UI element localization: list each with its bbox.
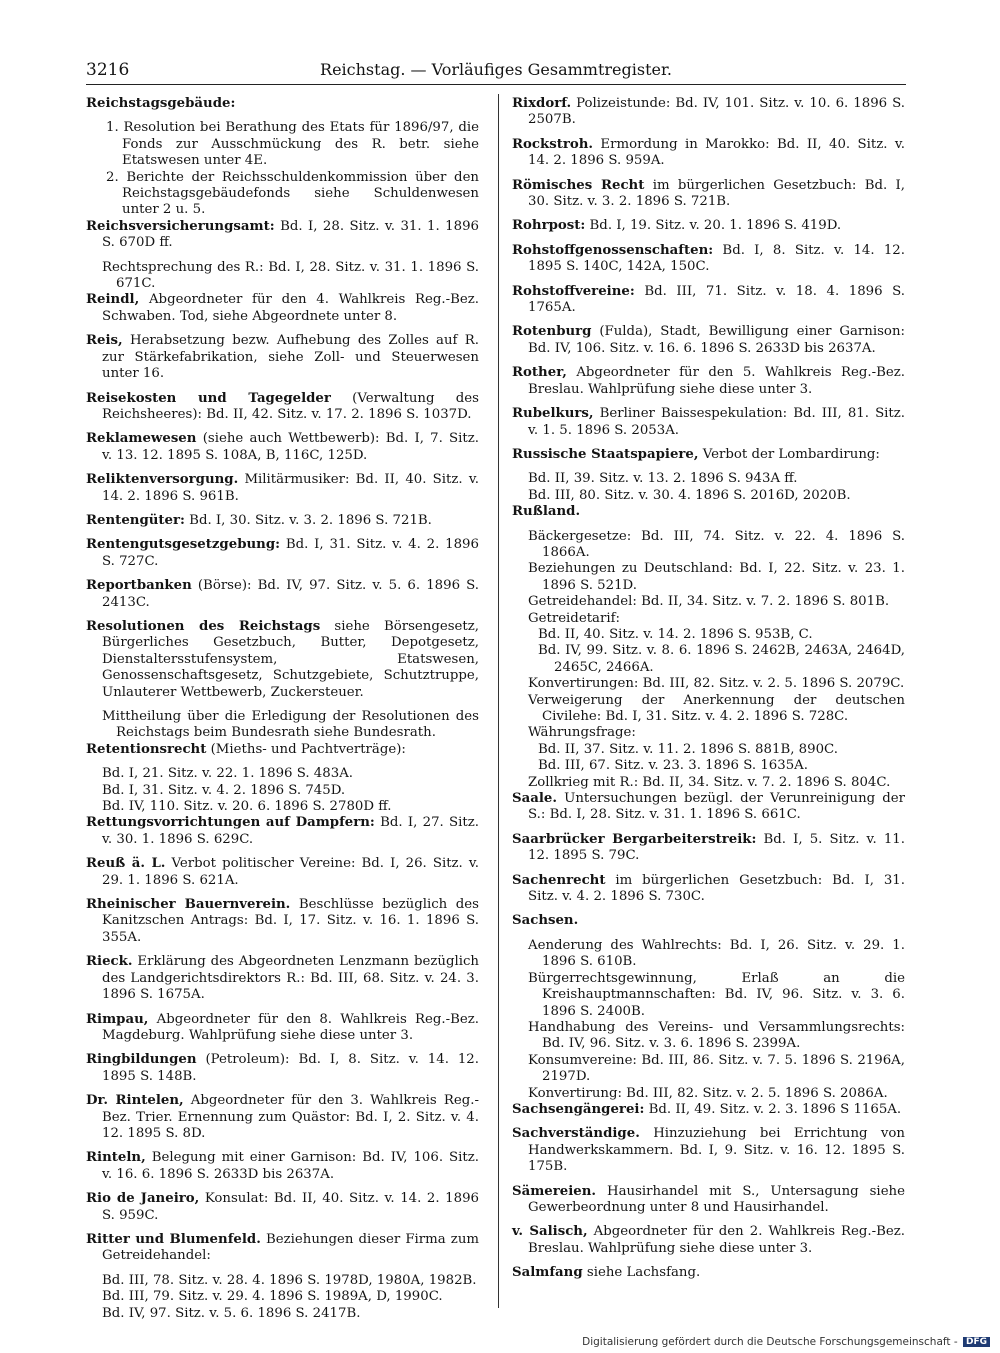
index-entry [86, 537, 479, 570]
entry-term: Rettungsvorrichtungen auf Dampfern: [86, 815, 375, 831]
entry-text: Konsumvereine: Bd. III, 86. Sitz. v. 7. 5. 1896 S. 2196A, 2197D. [528, 1052, 905, 1085]
index-entry [86, 1052, 479, 1085]
index-entry [86, 1232, 479, 1265]
entry-text: Konvertirung: Bd. III, 82. Sitz. v. 2. 5. 1896 S. 2086A. [528, 1085, 888, 1101]
entry-term: Resolutionen des Reichstags [86, 618, 321, 634]
index-entry [86, 431, 479, 464]
entry-term: Dr. Rintelen, [86, 1093, 184, 1109]
entry-text: Belegung mit einer Garnison: Bd. IV, 106. Sitz. v. 16. 6. 1896 S. 2633D bis 2637A. [102, 1150, 479, 1182]
entry-text: Bürgerrechtsgewinnung, Erlaß an die Kreishauptmannschaften: Bd. IV, 96. Sitz. v. 3. 6. 1896 S. 2400B. [528, 970, 905, 1019]
entry-text: Erklärung des Abgeordneten Lenzmann bezüglich des Landgerichtsdirektors R.: Bd. III, 68. Sitz. v. 24. 3. 1896 S. 1675A. [102, 954, 479, 1003]
entry-term: Reuß ä. L. [86, 856, 166, 872]
index-entry [512, 1102, 905, 1118]
entry-term: Russische Staatspapiere, [512, 446, 699, 462]
index-subentry [86, 1306, 479, 1322]
entry-text: Bd. I, 30. Sitz. v. 3. 2. 1896 S. 721B. [189, 512, 432, 528]
index-entry [86, 578, 479, 611]
entry-text: Rechtsprechung des R.: Bd. I, 28. Sitz. v. 31. 1. 1896 S. 671C. [102, 259, 479, 292]
entry-text: Bd. II, 40. Sitz. v. 14. 2. 1896 S. 953B, C. [538, 626, 813, 642]
index-entry [512, 832, 905, 865]
entry-term: Reichstagsgebäude: [86, 96, 236, 111]
entry-text: Beziehungen dieser Firma zum Getreidehandel: [102, 1231, 479, 1264]
entry-text: Bd. II, 39. Sitz. v. 13. 2. 1896 S. 943A ff. [528, 471, 798, 487]
entry-term: Reklamewesen [86, 431, 197, 447]
entry-term: Rio de Janeiro, [86, 1191, 200, 1207]
entry-text: (Petroleum): Bd. I, 8. Sitz. v. 14. 12. 1895 S. 148B. [102, 1052, 479, 1084]
footer-text: Digitalisierung gefördert durch die Deutsche Forschungsgemeinschaft - [582, 1336, 958, 1348]
entry-text: (Fulda), Stadt, Bewilligung einer Garnison: Bd. IV, 106. Sitz. v. 16. 6. 1896 S. 2633D bis 2637A. [528, 324, 905, 356]
entry-text: Abgeordneter für den 4. Wahlkreis Reg.-Bez. Schwaben. Tod, siehe Abgeordnete unter 8. [102, 292, 480, 324]
index-subentry [512, 758, 905, 774]
index-entry [86, 1150, 479, 1183]
entry-text: Bd. I, 8. Sitz. v. 14. 12. 1895 S. 140C, 142A, 150C. [528, 242, 905, 275]
index-subentry [86, 709, 479, 742]
entry-text: siehe Lachsfang. [586, 1265, 701, 1281]
entry-term: Rohstoffvereine: [512, 283, 635, 299]
entry-term: Rentengüter: [86, 512, 185, 528]
index-entry [86, 472, 479, 505]
page-number: 3216 [86, 60, 130, 80]
index-entry [86, 219, 479, 252]
entry-text: Abgeordneter für den 3. Wahlkreis Reg.-Bez. Trier. Ernennung zum Quästor: Bd. I, 2. Sitz. v. 4. 12. 1895 S. 8D. [102, 1093, 479, 1141]
index-entry [512, 218, 905, 234]
entry-text: Verbot der Lombardirung: [702, 446, 880, 462]
index-subentry [512, 1020, 905, 1053]
index-entry [512, 324, 905, 357]
entry-text: Beschlüsse bezüglich des Kanitzschen Antrags: Bd. I, 17. Sitz. v. 16. 1. 1896 S. 355A. [102, 897, 479, 945]
left-column [86, 96, 479, 1322]
entry-term: Reindl, [86, 292, 140, 308]
entry-text: Bd. IV, 99. Sitz. v. 8. 6. 1896 S. 2462B, 2463A, 2464D, 2465C, 2466A. [538, 643, 905, 675]
index-entry [512, 913, 905, 929]
index-subentry [512, 561, 905, 594]
entry-text: Aenderung des Wahlrechts: Bd. I, 26. Sitz. v. 29. 1. 1896 S. 610B. [528, 937, 905, 970]
index-subentry [512, 938, 905, 971]
index-subentry [512, 1053, 905, 1086]
index-entry [512, 1184, 905, 1217]
entry-text: im bürgerlichen Gesetzbuch: Bd. I, 31. Sitz. v. 4. 2. 1896 S. 730C. [528, 872, 905, 905]
index-entry [512, 873, 905, 906]
entry-text: (siehe auch Wettbewerb): Bd. I, 7. Sitz. v. 13. 12. 1895 S. 108A, B, 116C, 125D. [102, 431, 479, 463]
entry-text: Hausirhandel mit S., Untersagung siehe Gewerbeordnung unter 8 und Hausirhandel. [528, 1183, 905, 1215]
entry-text: Mittheilung über die Erledigung der Resolutionen des Reichstags beim Bundesrath siehe Bundesrath. [102, 709, 479, 741]
entry-term: Reichsversicherungsamt: [86, 218, 275, 234]
index-entry [512, 504, 905, 520]
entry-text: Bd. II, 37. Sitz. v. 11. 2. 1896 S. 881B, 890C. [538, 741, 838, 757]
index-entry [86, 1191, 479, 1224]
entry-text: 2. Berichte der Reichsschuldenkommission über den Reichstagsgebäudefonds siehe Schuldenwesen unter 2 u. 5. [106, 169, 479, 218]
index-subentry [512, 627, 905, 643]
entry-text: Bd. IV, 97. Sitz. v. 5. 6. 1896 S. 2417B. [102, 1305, 361, 1321]
entry-term: Rimpau, [86, 1011, 149, 1027]
column-divider [498, 94, 499, 1308]
entry-text: Getreidehandel: Bd. II, 34. Sitz. v. 7. 2. 1896 S. 801B. [528, 594, 890, 610]
entry-term: Rixdorf. [512, 96, 572, 111]
index-entry [86, 1012, 479, 1045]
entry-text: Handhabung des Vereins- und Versammlungsrechts: Bd. IV, 96. Sitz. v. 3. 6. 1896 S. 2399A. [528, 1019, 905, 1052]
entry-text: siehe Börsengesetz, Bürgerliches Gesetzbuch, Butter, Depotgesetz, Dienstaltersstufensystem, Etatswesen, Genossenschaftsgesetz, Schutzgebiete, Schutztruppe, Unlauterer Wettbewerb, Zuckersteuer. [102, 618, 479, 700]
entry-text: Zollkrieg mit R.: Bd. II, 34. Sitz. v. 7. 2. 1896 S. 804C. [528, 774, 891, 790]
index-entry [86, 292, 479, 325]
entry-text: Beziehungen zu Deutschland: Bd. I, 22. Sitz. v. 23. 1. 1896 S. 521D. [528, 561, 905, 593]
index-entry [86, 954, 479, 1003]
entry-term: Ritter und Blumenfeld. [86, 1231, 261, 1247]
entry-text: Abgeordneter für den 2. Wahlkreis Reg.-Bez. Breslau. Wahlprüfung siehe diese unter 3. [528, 1224, 905, 1256]
index-subentry [512, 611, 905, 627]
index-subentry [86, 260, 479, 293]
entry-text: Verbot politischer Vereine: Bd. I, 26. Sitz. v. 29. 1. 1896 S. 621A. [102, 856, 480, 888]
entry-text: Ermordung in Marokko: Bd. II, 40. Sitz. v. 14. 2. 1896 S. 959A. [528, 136, 905, 169]
index-subentry [512, 676, 905, 692]
entry-text: Abgeordneter für den 8. Wahlkreis Reg.-Bez. Magdeburg. Wahlprüfung siehe diese unter 3. [102, 1011, 479, 1043]
entry-term: Rohstoffgenossenschaften: [512, 242, 714, 258]
index-entry [86, 619, 479, 701]
index-entry [86, 1093, 479, 1142]
index-subentry [86, 783, 479, 799]
entry-text: Abgeordneter für den 5. Wahlkreis Reg.-Bez. Breslau. Wahlprüfung siehe diese unter 3. [528, 365, 905, 397]
entry-text: Getreidetarif: [528, 610, 620, 626]
index-subentry [512, 1086, 905, 1102]
entry-text: Herabsetzung bezw. Aufhebung des Zolles auf R. zur Stärkefabrikation, siehe Zoll- und Steuerwesen unter 16. [102, 333, 479, 382]
index-entry [86, 391, 479, 424]
index-subentry [512, 971, 905, 1020]
entry-text: Militärmusiker: Bd. II, 40. Sitz. v. 14. 2. 1896 S. 961B. [102, 472, 479, 504]
index-entry [512, 791, 905, 824]
entry-text: Bd. III, 67. Sitz. v. 23. 3. 1896 S. 1635A. [538, 758, 808, 774]
entry-term: Reliktenversorgung. [86, 472, 239, 488]
index-entry [512, 365, 905, 398]
entry-term: Sachsen. [512, 913, 579, 929]
entry-term: Reportbanken [86, 578, 192, 594]
entry-term: Rußland. [512, 504, 581, 520]
entry-term: Saarbrücker Bergarbeiterstreik: [512, 831, 757, 847]
entry-text: (Mieths- und Pachtverträge): [210, 741, 406, 757]
entry-term: Rohrpost: [512, 218, 586, 234]
index-entry [512, 406, 905, 439]
entry-text: Bd. IV, 110. Sitz. v. 20. 6. 1896 S. 2780D ff. [102, 799, 392, 815]
entry-term: Rheinischer Bauernverein. [86, 897, 291, 913]
index-entry [512, 1126, 905, 1175]
entry-term: Reis, [86, 333, 123, 349]
entry-text: (Verwaltung des Reichsheeres): Bd. II, 42. Sitz. v. 17. 2. 1896 S. 1037D. [102, 390, 479, 422]
page-header [86, 58, 906, 85]
index-entry [512, 1224, 905, 1257]
index-subentry [512, 594, 905, 610]
index-subentry [86, 1273, 479, 1289]
index-entry [86, 333, 479, 382]
entry-term: Retentionsrecht [86, 741, 207, 757]
index-entry [86, 897, 479, 946]
entry-text: im bürgerlichen Gesetzbuch: Bd. I, 30. Sitz. v. 3. 2. 1896 S. 721B. [528, 177, 905, 210]
entry-term: Rockstroh. [512, 136, 594, 152]
entry-term: Rubelkurs, [512, 406, 594, 422]
index-entry [512, 96, 905, 129]
entry-term: Saale. [512, 791, 557, 807]
entry-text: Bd. III, 80. Sitz. v. 30. 4. 1896 S. 2016D, 2020B. [528, 487, 851, 503]
entry-text: Bd. I, 31. Sitz. v. 4. 2. 1896 S. 727C. [102, 537, 479, 569]
entry-term: Reisekosten und Tagegelder [86, 390, 331, 406]
index-entry [512, 284, 905, 317]
entry-text: Berliner Baissespekulation: Bd. III, 81. Sitz. v. 1. 5. 1896 S. 2053A. [528, 406, 906, 438]
entry-text: Bd. I, 27. Sitz. v. 30. 1. 1896 S. 629C. [102, 815, 479, 847]
right-column [512, 96, 905, 1290]
index-entry [86, 856, 479, 889]
index-subentry [512, 643, 905, 676]
index-subentry [512, 693, 905, 726]
entry-text: (Börse): Bd. IV, 97. Sitz. v. 5. 6. 1896 S. 2413C. [102, 578, 479, 610]
entry-text: Bd. III, 79. Sitz. v. 29. 4. 1896 S. 1989A, D, 1990C. [102, 1289, 443, 1305]
index-subentry [512, 529, 905, 562]
entry-text: Währungsfrage: [528, 725, 636, 741]
entry-text: Polizeistunde: Bd. IV, 101. Sitz. v. 10. 6. 1896 S. 2507B. [528, 96, 906, 128]
index-subentry [86, 766, 479, 782]
index-subentry [512, 775, 905, 791]
entry-text: 1. Resolution bei Berathung des Etats für 1896/97, die Fonds zur Ausschmückung des R. betr. siehe Etatswesen unter 4E. [106, 120, 479, 169]
index-subentry [512, 742, 905, 758]
index-entry [512, 447, 905, 463]
entry-text: Bd. I, 5. Sitz. v. 11. 12. 1895 S. 79C. [528, 831, 905, 864]
entry-text: Bd. II, 49. Sitz. v. 2. 3. 1896 S 1165A. [648, 1101, 902, 1117]
entry-term: Sämereien. [512, 1183, 597, 1199]
index-subentry [512, 488, 905, 504]
index-entry [512, 178, 905, 211]
index-subentry [86, 799, 479, 815]
index-entry [512, 137, 905, 170]
entry-text: Untersuchungen bezügl. der Verunreinigung der S.: Bd. I, 28. Sitz. v. 31. 1. 1896 S. 661C. [528, 791, 905, 823]
entry-term: Rother, [512, 365, 567, 381]
entry-text: Hinzuziehung bei Errichtung von Handwerkskammern. Bd. I, 9. Sitz. v. 16. 12. 1895 S. 175B. [528, 1126, 905, 1175]
entry-term: Rinteln, [86, 1150, 146, 1166]
index-subentry [512, 725, 905, 741]
entry-term: Sachsengängerei: [512, 1101, 645, 1117]
entry-text: Bd. III, 78. Sitz. v. 28. 4. 1896 S. 1978D, 1980A, 1982B. [102, 1272, 477, 1288]
index-subentry [512, 471, 905, 487]
entry-term: Rotenburg [512, 324, 592, 340]
index-entry [86, 815, 479, 848]
index-subentry [86, 1289, 479, 1305]
index-subentry [86, 170, 479, 219]
index-entry [512, 243, 905, 276]
entry-term: Sachenrecht [512, 872, 606, 888]
index-entry [86, 742, 479, 758]
entry-term: v. Salisch, [512, 1224, 588, 1240]
running-title: Reichstag. — Vorläufiges Gesammtregister. [320, 60, 672, 79]
entry-term: Salmfang [512, 1265, 583, 1281]
entry-text: Bäckergesetze: Bd. III, 74. Sitz. v. 22. 4. 1896 S. 1866A. [528, 528, 905, 560]
index-subentry [86, 120, 479, 169]
dfg-logo: DFG [963, 1337, 990, 1347]
entry-term: Römisches Recht [512, 177, 645, 193]
entry-term: Rieck. [86, 954, 133, 970]
entry-text: Bd. III, 71. Sitz. v. 18. 4. 1896 S. 1765A. [528, 283, 905, 316]
footer-credit[interactable] [582, 1336, 990, 1348]
entry-term: Ringbildungen [86, 1052, 197, 1068]
entry-text: Bd. I, 31. Sitz. v. 4. 2. 1896 S. 745D. [102, 782, 346, 798]
entry-text: Bd. I, 19. Sitz. v. 20. 1. 1896 S. 419D. [589, 218, 842, 234]
index-entry [512, 1265, 905, 1281]
entry-term: Rentengutsgesetzgebung: [86, 537, 281, 553]
entry-text: Bd. I, 28. Sitz. v. 31. 1. 1896 S. 670D ff. [102, 218, 479, 251]
index-entry [86, 96, 479, 112]
entry-text: Bd. I, 21. Sitz. v. 22. 1. 1896 S. 483A. [102, 766, 354, 782]
entry-text: Konsulat: Bd. II, 40. Sitz. v. 14. 2. 1896 S. 959C. [102, 1191, 479, 1223]
entry-term: Sachverständige. [512, 1126, 640, 1142]
entry-text: Verweigerung der Anerkennung der deutschen Civilehe: Bd. I, 31. Sitz. v. 4. 2. 1896 S. 728C. [528, 692, 905, 724]
index-entry [86, 513, 479, 529]
entry-text: Konvertirungen: Bd. III, 82. Sitz. v. 2. 5. 1896 S. 2079C. [528, 676, 905, 692]
